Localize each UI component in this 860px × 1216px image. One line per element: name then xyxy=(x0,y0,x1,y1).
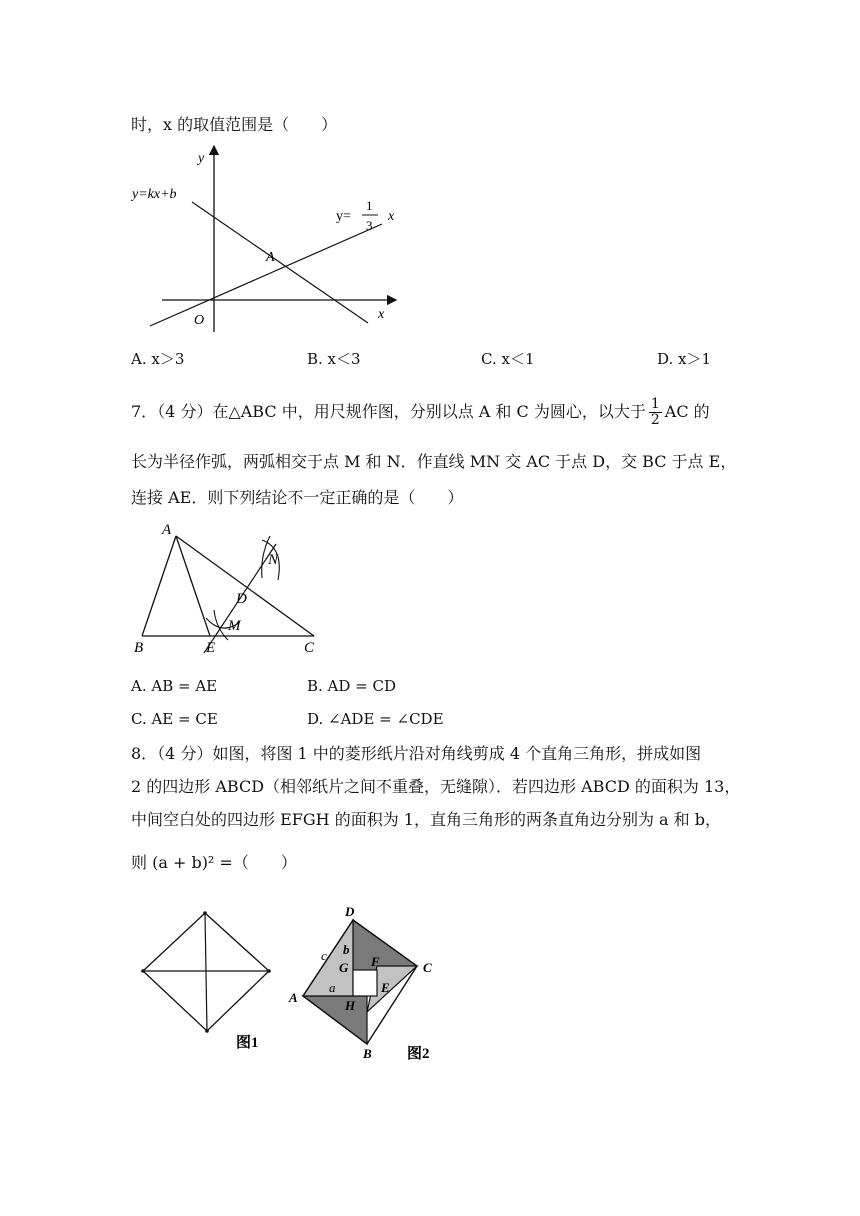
q6-question-tail: 时，x 的取值范围是（ ） xyxy=(131,115,338,134)
label-e: E xyxy=(381,980,390,995)
center-square-efgh xyxy=(353,970,377,996)
q8-square-figure xyxy=(285,900,455,1070)
label-a: A xyxy=(289,990,298,1005)
line2-numerator: 1 xyxy=(366,198,373,213)
q6-option-a[interactable]: A. x＞3 xyxy=(131,350,185,368)
vertex-c-label: C xyxy=(304,640,315,656)
line1-equation: y=kx+b xyxy=(132,187,177,202)
side-ab xyxy=(142,536,176,636)
vertex-dot xyxy=(267,969,271,973)
side-ac xyxy=(176,536,314,636)
q7-frac-num: 1 xyxy=(650,396,660,412)
q6-option-b[interactable]: B. x＜3 xyxy=(307,350,361,368)
label-h: H xyxy=(345,998,356,1013)
q7-question-line3: 连接 AE．则下列结论不一定正确的是（ ） xyxy=(131,488,464,507)
q7-question-line1 xyxy=(131,397,710,428)
line2-variable: x xyxy=(388,209,395,224)
label-side-c: c xyxy=(321,948,327,963)
origin-label: O xyxy=(194,313,205,328)
vertex-dot xyxy=(203,911,207,915)
line2-denominator: 3 xyxy=(366,218,373,233)
line2-lhs: y= xyxy=(336,209,351,224)
q8-rhombus-figure xyxy=(135,905,295,1065)
label-b: B xyxy=(363,1046,372,1061)
q8-question-line1: 8．（4 分）如图，将图 1 中的菱形纸片沿对角线剪成 4 个直角三角形，拼成如图 xyxy=(131,744,702,763)
x-axis-label: x xyxy=(378,307,385,322)
q7-half-fraction xyxy=(649,397,662,428)
label-d: D xyxy=(345,904,355,919)
point-d-label: D xyxy=(236,591,247,607)
vertex-b-label: B xyxy=(134,640,144,656)
point-e-label: E xyxy=(206,640,216,656)
q7-option-d[interactable]: D. ∠ADE = ∠CDE xyxy=(307,710,444,728)
q7-option-a[interactable]: A. AB = AE xyxy=(131,677,218,695)
q8-question-line4: 则 (a + b)² =（ ） xyxy=(131,853,297,872)
label-c: C xyxy=(423,960,432,975)
q7-option-c[interactable]: C. AE = CE xyxy=(131,710,218,728)
q8-question-line2: 2 的四边形 ABCD（相邻纸片之间不重叠，无缝隙）．若四边形 ABCD 的面积为 13， xyxy=(131,777,741,796)
y-axis-label: y xyxy=(198,151,205,166)
label-side-b: b xyxy=(343,942,350,957)
point-m-label: M xyxy=(228,618,241,634)
q7-question-line2: 长为半径作弧，两弧相交于点 M 和 N．作直线 MN 交 AC 于点 D，交 BC 于点 E， xyxy=(131,452,737,471)
q7-triangle-figure xyxy=(128,518,328,658)
label-f: F xyxy=(371,954,380,969)
figure1-caption: 图1 xyxy=(236,1035,259,1051)
diagonal-vertical xyxy=(205,913,207,1031)
label-side-a: a xyxy=(329,980,336,995)
q6-graph-figure xyxy=(120,140,410,340)
vertex-dot xyxy=(141,969,145,973)
q6-option-c[interactable]: C. x＜1 xyxy=(481,350,535,368)
q7-option-b[interactable]: B. AD = CD xyxy=(307,677,397,695)
vertex-dot xyxy=(205,1029,209,1033)
line-third-x xyxy=(150,224,382,326)
q8-question-line3: 中间空白处的四边形 EFGH 的面积为 1，直角三角形的两条直角边分别为 a 和 b， xyxy=(131,810,721,829)
segment-ae xyxy=(176,536,210,636)
figure2-caption: 图2 xyxy=(407,1046,430,1062)
q7-frac-den: 2 xyxy=(650,412,660,428)
label-g: G xyxy=(339,960,349,975)
q6-option-d[interactable]: D. x＞1 xyxy=(657,350,712,368)
point-a-label: A xyxy=(266,250,275,265)
point-n-label: N xyxy=(268,552,279,568)
q7-line1-pre: 7．（4 分）在△ABC 中，用尺规作图，分别以点 A 和 C 为圆心，以大于 xyxy=(131,402,646,421)
vertex-a-label: A xyxy=(162,522,172,538)
q7-line1-post: AC 的 xyxy=(664,402,710,421)
